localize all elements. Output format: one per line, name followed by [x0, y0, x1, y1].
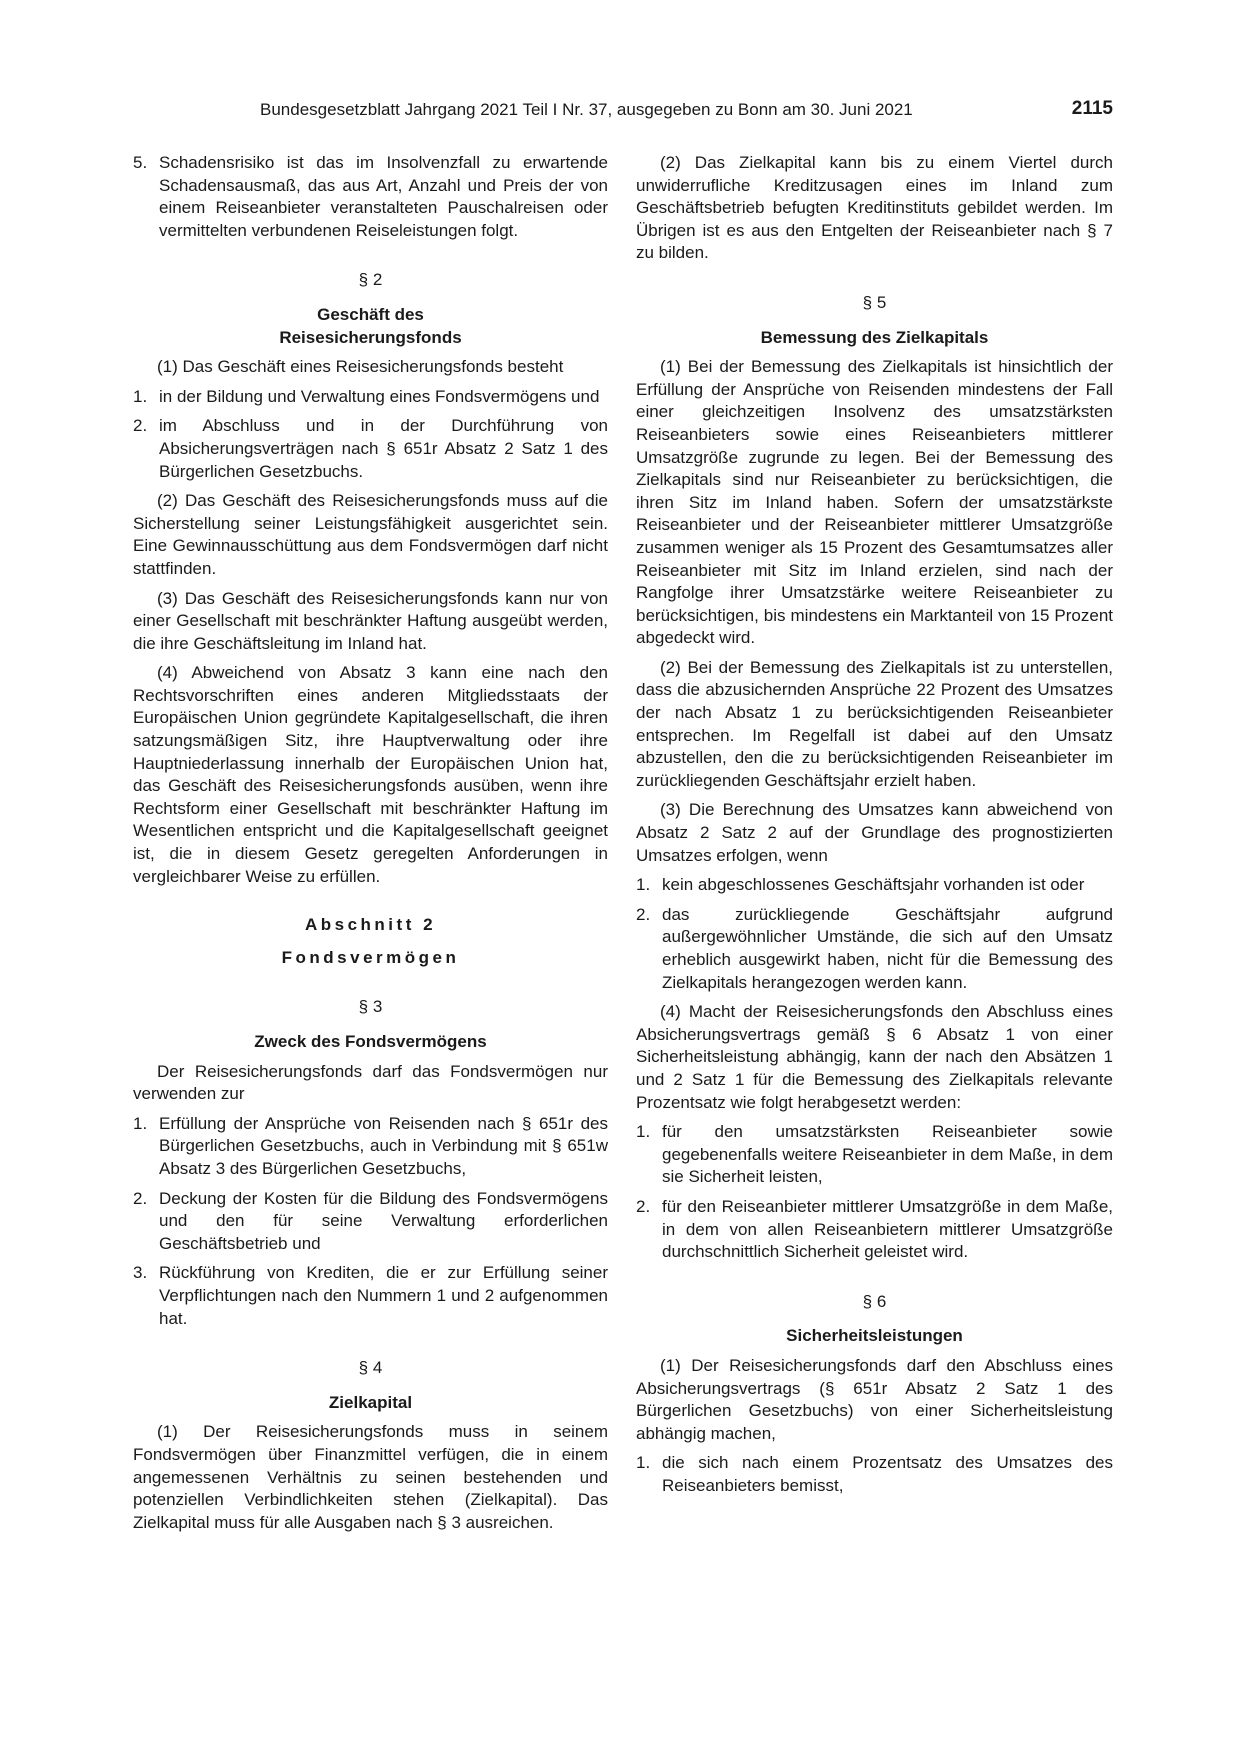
paragraph: (1) Das Geschäft eines Reisesicherungsfonds besteht [157, 357, 564, 377]
right-column [636, 152, 1113, 1504]
paragraph: (2) Das Geschäft des Reisesicherungsfonds muss auf die Sicherstellung seiner Leistungsfähigkeit ausgerichtet sein. Eine Gewinnausschüttung aus dem Fondsvermögen darf nicht stattfinden. [133, 491, 608, 578]
list-item: 1. kein abgeschlossenes Geschäftsjahr vorhanden ist oder [636, 875, 1085, 895]
paragraph: (3) Das Geschäft des Reisesicherungsfonds kann nur von einer Gesellschaft mit beschränkter Haftung ausgeübt werden, die ihre Geschäftsleitung im Inland hat. [133, 588, 608, 653]
paragraph: (2) Das Zielkapital kann bis zu einem Viertel durch unwiderrufliche Kreditzusagen eines im Inland zum Geschäftsbetrieb befugten Kreditinstituts gebildet werden. Im Übrigen ist es aus den Entgelten der Reiseanbieter nach § 7 zu bilden. [636, 153, 1113, 263]
section-title: Zweck des Fondsvermögens [254, 1032, 487, 1051]
header-text: Bundesgesetzblatt Jahrgang 2021 Teil I Nr. 37, ausgegeben zu Bonn am 30. Juni 2021 [260, 100, 913, 119]
list-item: 1. für den umsatzstärksten Reiseanbieter sowie gegebenenfalls weitere Reiseanbieter in dem Maße, in dem sie Sicherheit leisten, [636, 1122, 1113, 1187]
section-label: § 3 [358, 997, 383, 1017]
list-item: 2. für den Reiseanbieter mittlerer Umsatzgröße in dem Maße, in dem von allen Reiseanbietern mittlerer Umsatzgröße durchschnittlich Sicherheit geleistet wird. [636, 1196, 1113, 1262]
list-item: 3. Rückführung von Krediten, die er zur Erfüllung seiner Verpflichtungen nach den Nummern 1 und 2 aufgenommen hat. [133, 1263, 608, 1328]
page-header [133, 100, 1113, 124]
section-title: Geschäft des Reisesicherungsfonds [279, 304, 462, 347]
section-title: Bemessung des Zielkapitals [760, 327, 989, 347]
list-item: 1. in der Bildung und Verwaltung eines Fondsvermögens und [133, 386, 600, 406]
list-item: 1. die sich nach einem Prozentsatz des Umsatzes des Reiseanbieters bemisst, [636, 1453, 1113, 1495]
chapter-title: Fondsvermögen [281, 947, 460, 967]
section-label: § 6 [862, 1291, 887, 1311]
paragraph: (1) Bei der Bemessung des Zielkapitals ist hinsichtlich der Erfüllung der Ansprüche von Reisenden mindestens der Fall einer gleichzeitigen Insolvenz des umsatzstärksten Reiseanbieters sowie eines Reiseanbieters mittlerer Umsatzgröße zugrunde zu legen. Bei der Bemessung des Zielkapitals sind nur Reiseanbieter zu berücksichtigen, die ihren Sitz im Inland haben. Sofern der umsatzstärkste Reiseanbieter und der Reiseanbieter mittlerer Umsatzgröße zusammen weniger als 15 Prozent des Gesamtumsatzes aller Reiseanbieter mit Sitz im Inland erzielen, sind nach der Rangfolge ihrer Umsatzstärke weitere Reiseanbieter zu berücksichtigen, bis mindestens ein Marktanteil von 15 Prozent abgedeckt wird. [636, 357, 1113, 648]
paragraph: (4) Macht der Reisesicherungsfonds den Abschluss eines Absicherungsvertrags gemäß § 6 Absatz 1 von einer Sicherheitsleistung abhängig, kann der nach den Absätzen 1 und 2 Satz 1 für die Bemessung des Zielkapitals relevante Prozentsatz wie folgt herabgesetzt werden: [636, 1002, 1113, 1112]
left-column [133, 152, 608, 1541]
list-item: 2. im Abschluss und in der Durchführung von Absicherungsverträgen nach § 651r Absatz 2 Satz 1 des Bürgerlichen Gesetzbuchs. [133, 416, 608, 481]
list-item: 5. Schadensrisiko ist das im Insolvenzfall zu erwartende Schadensausmaß, das aus Art, Anzahl und Preis der von einem Reiseanbieter veranstalteten Pauschalreisen oder vermittelten verbundenen Reiseleistungen folgt. [133, 153, 608, 240]
paragraph: Der Reisesicherungsfonds darf das Fondsvermögen nur verwenden zur [133, 1061, 608, 1104]
paragraph: (2) Bei der Bemessung des Zielkapitals ist zu unterstellen, dass die abzusichernden Ansprüche 22 Prozent des Umsatzes der nach Absatz 1 zu berücksichtigenden Reiseanbieter entsprechen. Im Regelfall ist dabei auf den Umsatz abzustellen, den die zu berücksichtigenden Reiseanbieter im zurückliegenden Geschäftsjahr erzielt haben. [636, 657, 1113, 790]
section-label: § 4 [358, 1358, 383, 1378]
paragraph: (4) Abweichend von Absatz 3 kann eine nach den Rechtsvorschriften eines anderen Mitgliedsstaats der Europäischen Union gegründete Kapitalgesellschaft, die ihren satzungsmäßigen Sitz, ihre Hauptverwaltung oder ihre Hauptniederlassung innerhalb der Europäischen Union hat, das Geschäft des Reisesicherungsfonds ausüben, wenn ihre Rechtsform einer Gesellschaft mit beschränkter Haftung im Wesentlichen entspricht und die Kapitalgesellschaft geeignet ist, die in diesem Gesetz geregelten Anforderungen in vergleichbarer Weise zu erfüllen. [133, 663, 608, 886]
paragraph: (1) Der Reisesicherungsfonds darf den Abschluss eines Absicherungsvertrags (§ 651r Absatz 2 Satz 1 des Bürgerlichen Gesetzbuchs) von einer Sicherheitsleistung abhängig machen, [636, 1355, 1113, 1443]
paragraph: (1) Der Reisesicherungsfonds muss in seinem Fondsvermögen über Finanzmittel verfügen, die in einem angemessenen Verhältnis zu seinen bestehenden und potenziellen Verbindlichkeiten stehen (Zielkapital). Das Zielkapital muss für alle Ausgaben nach § 3 ausreichen. [133, 1422, 608, 1532]
list-item: 1. Erfüllung der Ansprüche von Reisenden nach § 651r des Bürgerlichen Gesetzbuchs, auch in Verbindung mit § 651w Absatz 3 des Bürgerlichen Gesetzbuchs, [133, 1113, 608, 1178]
page-number: 2115 [1071, 98, 1113, 119]
section-label: § 5 [862, 292, 887, 312]
chapter-label: Abschnitt 2 [304, 915, 437, 935]
section-title: Sicherheitsleistungen [786, 1326, 963, 1346]
section-title: Zielkapital [328, 1392, 413, 1412]
list-item: 2. Deckung der Kosten für die Bildung des Fondsvermögens und den für seine Verwaltung erforderlichen Geschäftsbetrieb und [133, 1188, 608, 1253]
paragraph: (3) Die Berechnung des Umsatzes kann abweichend von Absatz 2 Satz 2 auf der Grundlage des prognostizierten Umsatzes erfolgen, wenn [636, 800, 1113, 865]
section-label: § 2 [358, 270, 383, 290]
list-item: 2. das zurückliegende Geschäftsjahr aufgrund außergewöhnlicher Umstände, die sich auf den Umsatz erheblich ausgewirkt haben, nicht für die Bemessung des Zielkapitals herangezogen werden kann. [636, 904, 1113, 992]
